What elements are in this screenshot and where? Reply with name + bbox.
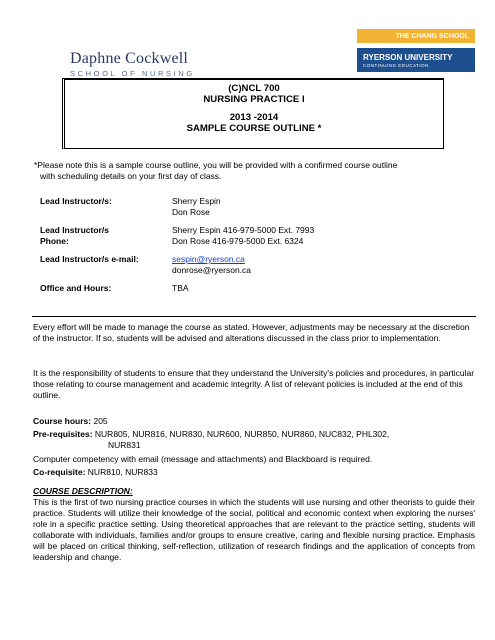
- corequisites: [33, 467, 475, 478]
- prerequisites-label: Pre-requisites:: [33, 429, 93, 439]
- email-label: Lead Instructor/s e-mail:: [40, 254, 139, 264]
- course-description-text: This is the first of two nursing practice courses in which the students will use nursing and other theorists to guide their practice. Students will utilize their knowledge of the social, political and economic context when exploring the nurses' role in a specific practice setting. Using theoretical approaches that are relevant to the practice setting, students will collaborate with individuals, families and/or groups to ensure creative, caring and flexible nursing practice. Emphasis will be placed on critical thinking, self-reflection, utilization of research findings and the application of concepts from leadership and change.: [33, 497, 475, 562]
- phone-1: Sherry Espin 416-979-5000 Ext. 7993: [172, 225, 315, 235]
- logo-subtitle: SCHOOL OF NURSING: [70, 69, 195, 78]
- corequisites-label: Co-requisite:: [33, 467, 86, 477]
- academic-year: 2013 -2014: [229, 112, 279, 123]
- computer-requirement: Computer competency with email (message and attachments) and Blackboard is required.: [33, 454, 373, 464]
- course-code: (C)NCL 700: [228, 83, 280, 94]
- prerequisites-value-1: NUR805, NUR816, NUR830, NUR600, NUR850, NUR860, NUC832, PHL302,: [94, 429, 390, 439]
- lead-instructor-1: Sherry Espin: [172, 196, 221, 206]
- sample-note: [34, 160, 474, 182]
- course-hours: [33, 416, 475, 427]
- prerequisites: [33, 429, 475, 451]
- outline-type: SAMPLE COURSE OUTLINE *: [186, 123, 322, 134]
- logo-name: Daphne Cockwell: [70, 50, 189, 67]
- effort-paragraph: Every effort will be made to manage the course as stated. However, adjustments may be necessary at the discretion of the instructor. If so, students will be advised and alterations discussed in the class prior to implementation.: [33, 322, 470, 343]
- office-value: TBA: [172, 283, 189, 293]
- course-description-title: COURSE DESCRIPTION:: [33, 486, 133, 496]
- lead-instructor-label: Lead Instructor/s:: [40, 196, 112, 206]
- phone-label-2: Phone:: [40, 236, 69, 246]
- course-hours-value: 205: [93, 416, 108, 426]
- course-hours-label: Course hours:: [33, 416, 92, 426]
- course-title-box: [62, 78, 444, 149]
- note-line-1: *Please note this is a sample course outline, you will be provided with a confirmed course outline: [34, 160, 398, 170]
- course-description-heading: [33, 486, 475, 497]
- daphne-cockwell-logo: [70, 50, 195, 78]
- ryerson-name: RYERSON UNIVERSITY: [363, 53, 453, 62]
- email-donrose: donrose@ryerson.ca: [172, 265, 252, 275]
- course-name: NURSING PRACTICE I: [203, 94, 305, 105]
- note-line-2: with scheduling details on your first day of class.: [40, 171, 222, 181]
- phone-2: Don Rose 416-979-5000 Ext. 6324: [172, 236, 304, 246]
- prerequisites-value-2: NUR831: [108, 440, 141, 450]
- ryerson-sub: CONTINUING EDUCATION: [363, 63, 429, 68]
- email-link-sespin[interactable]: sespin@ryerson.ca: [172, 254, 245, 264]
- responsibility-paragraph: It is the responsibility of students to ensure that they understand the University's policies and procedures, in particular those relating to course management and academic integrity. A list of relevant policies is included at the end of this outline.: [33, 368, 475, 400]
- divider: [32, 316, 476, 317]
- lead-instructor-2: Don Rose: [172, 207, 210, 217]
- ryerson-banner: [357, 48, 475, 72]
- chang-school-logo: [357, 29, 475, 72]
- phone-label-1: Lead Instructor/s: [40, 225, 109, 235]
- chang-school-banner: THE CHANG SCHOOL: [357, 29, 475, 43]
- instructor-info: [40, 196, 314, 294]
- office-label: Office and Hours:: [40, 283, 112, 293]
- corequisites-value: NUR810, NUR833: [87, 467, 158, 477]
